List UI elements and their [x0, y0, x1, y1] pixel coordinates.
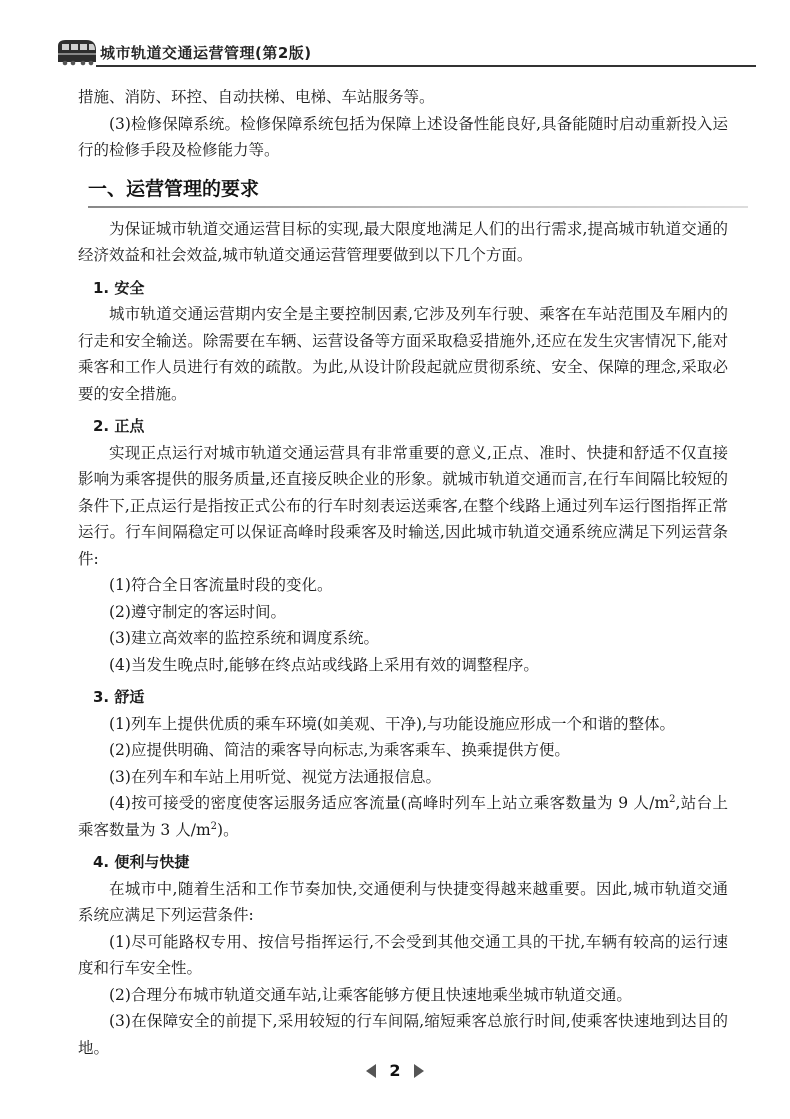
subheading-comfort: 3. 舒适 [93, 688, 145, 706]
density-text-a: (4)按可接受的密度使客运服务适应客流量(高峰时列车上站立乘客数量为 9 人/m [109, 794, 670, 812]
running-header [56, 36, 756, 68]
section-heading-rule [88, 206, 748, 208]
section-heading: 一、运营管理的要求 [88, 177, 260, 200]
subheading-punctuality: 2. 正点 [93, 417, 145, 435]
paragraph-continued: 措施、消防、环控、自动扶梯、电梯、车站服务等。 [78, 88, 435, 106]
page-body [78, 84, 728, 1061]
safety-paragraph: 城市轨道交通运营期内安全是主要控制因素,它涉及列车行驶、乘客在车站范围及车厢内的行走和安全输送。除需要在车辆、运营设备等方面采取稳妥措施外,还应在发生灾害情况下,能对乘客和工作人员进行有效的疏散。为此,从设计阶段起就应贯彻系统、安全、保障的理念,采取必要的安全措施。 [78, 305, 728, 403]
density-text-b: ,站台上乘客数量为 3 人/m [78, 794, 728, 839]
list-item: (2)遵守制定的客运时间。 [109, 602, 286, 621]
paragraph-maintenance-system: (3)检修保障系统。检修保障系统包括为保障上述设备性能良好,具备能随时启动重新投入运行的检修手段及检修能力等。 [78, 114, 728, 159]
list-item: (1)列车上提供优质的乘车环境(如美观、干净),与功能设施应形成一个和谐的整体。 [109, 714, 675, 733]
list-item: (3)建立高效率的监控系统和调度系统。 [109, 629, 379, 647]
superscript: 2 [210, 820, 218, 832]
page-footer [0, 1060, 790, 1084]
list-item: (1)尽可能路权专用、按信号指挥运行,不会受到其他交通工具的干扰,车辆有较高的运行速度和行车安全性。 [78, 932, 728, 977]
section-heading-block [78, 176, 728, 206]
header-rule [96, 65, 756, 67]
subheading-convenience: 4. 便利与快捷 [93, 853, 190, 871]
list-item: (2)合理分布城市轨道交通车站,让乘客能够方便且快速地乘坐城市轨道交通。 [109, 985, 632, 1004]
page-number: 2 [389, 1061, 401, 1080]
convenience-paragraph: 在城市中,随着生活和工作节奏加快,交通便利与快捷变得越来越重要。因此,城市轨道交通系统应满足下列运营条件: [78, 879, 728, 924]
subheading-safety: 1. 安全 [93, 278, 145, 297]
right-arrow-icon [414, 1064, 424, 1078]
list-item: (3)在保障安全的前提下,采用较短的行车间隔,缩短乘客总旅行时间,使乘客快速地到达目的地。 [78, 1012, 728, 1057]
section-intro: 为保证城市轨道交通运营目标的实现,最大限度地满足人们的出行需求,提高城市轨道交通的经济效益和社会效益,城市轨道交通运营管理要做到以下几个方面。 [78, 219, 728, 264]
superscript: 2 [669, 793, 676, 805]
list-item: (3)在列车和车站上用听觉、视觉方法通报信息。 [109, 767, 441, 786]
list-item-density [78, 790, 728, 843]
list-item: (4)当发生晚点时,能够在终点站或线路上采用有效的调整程序。 [109, 655, 539, 674]
density-text-c: )。 [217, 820, 239, 839]
list-item: (1)符合全日客流量时段的变化。 [109, 576, 333, 594]
train-icon [56, 36, 98, 66]
list-item: (2)应提供明确、简洁的乘客导向标志,为乘客乘车、换乘提供方便。 [109, 741, 570, 759]
book-title: 城市轨道交通运营管理(第2版) [100, 44, 312, 62]
left-arrow-icon [366, 1064, 376, 1078]
punctuality-paragraph: 实现正点运行对城市轨道交通运营具有非常重要的意义,正点、准时、快捷和舒适不仅直接影响为乘客提供的服务质量,还直接反映企业的形象。就城市轨道交通而言,在行车间隔比较短的条件下,正点运行是指按正式公布的行车时刻表运送乘客,在整个线路上通过列车运行图指挥正常运行。行车间隔稳定可以保证高峰时段乘客及时输送,因此城市轨道交通系统应满足下列运营条件: [78, 443, 728, 568]
